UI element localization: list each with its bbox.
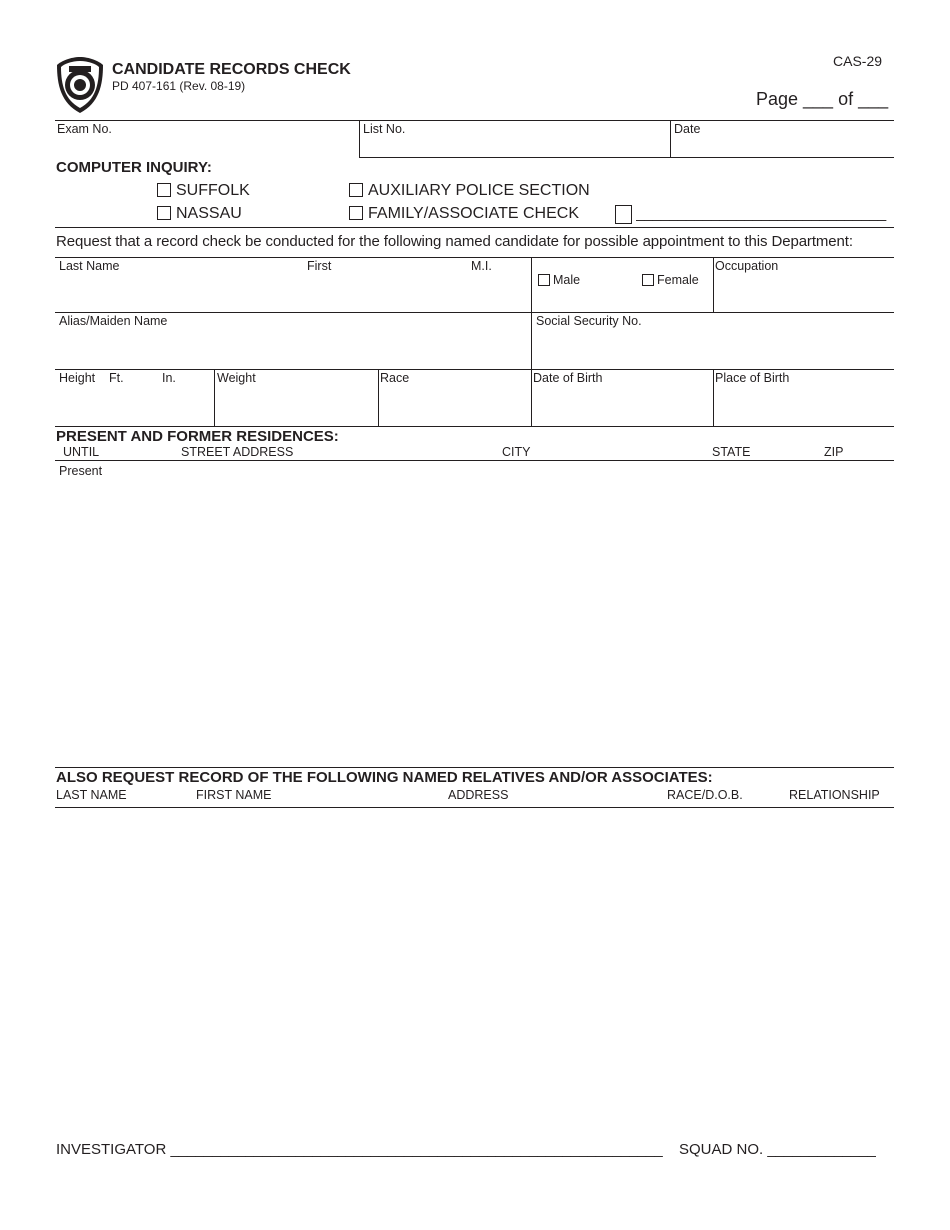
date-label: Date (674, 122, 701, 136)
alias-field[interactable] (56, 330, 529, 367)
street-address-column-header: STREET ADDRESS (181, 445, 294, 459)
auxiliary-checkbox[interactable] (349, 183, 363, 197)
form-code: CAS-29 (833, 53, 883, 69)
form-number: PD 407-161 (Rev. 08-19) (112, 79, 246, 93)
height-label: Height (59, 371, 96, 385)
page-counter: Page ___ of ___ (756, 89, 889, 109)
other-inquiry-line[interactable]: ______________________________ (636, 205, 887, 222)
place-of-birth-label: Place of Birth (715, 371, 790, 385)
residences-entry-area[interactable] (56, 480, 892, 764)
form-title: CANDIDATE RECORDS CHECK (112, 61, 351, 78)
state-column-header: STATE (712, 445, 751, 459)
nassau-checkbox[interactable] (157, 206, 171, 220)
residences-heading: PRESENT AND FORMER RESIDENCES: (56, 428, 339, 445)
relatives-entry-area[interactable] (56, 810, 892, 1130)
city-column-header: CITY (502, 445, 531, 459)
suffolk-checkbox[interactable] (157, 183, 171, 197)
male-label: Male (553, 273, 581, 287)
height-field[interactable] (56, 387, 212, 424)
present-row-label: Present (59, 464, 103, 478)
until-column-header: UNTIL (63, 445, 100, 459)
relative-first-name-header: FIRST NAME (196, 788, 272, 802)
first-name-label: First (307, 259, 332, 273)
male-checkbox[interactable] (538, 274, 550, 286)
request-statement: Request that a record check be conducted for the following named candidate for possible appointment to this Department: (56, 233, 853, 250)
relative-race-dob-header: RACE/D.O.B. (667, 788, 743, 802)
zip-column-header: ZIP (824, 445, 844, 459)
date-field[interactable] (672, 136, 892, 156)
female-checkbox[interactable] (642, 274, 654, 286)
relative-last-name-header: LAST NAME (56, 788, 127, 802)
ssn-field[interactable] (533, 330, 892, 367)
suffolk-label: SUFFOLK (176, 182, 250, 199)
ssn-label: Social Security No. (536, 314, 642, 328)
squad-number-line[interactable]: SQUAD NO. _____________ (679, 1141, 876, 1158)
nassau-label: NASSAU (176, 205, 242, 222)
relative-relationship-header: RELATIONSHIP (789, 788, 880, 802)
relatives-heading: ALSO REQUEST RECORD OF THE FOLLOWING NAMED RELATIVES AND/OR ASSOCIATES: (56, 769, 713, 786)
height-feet-label: Ft. (109, 371, 124, 385)
family-associate-label: FAMILY/ASSOCIATE CHECK (368, 205, 580, 222)
place-of-birth-field[interactable] (715, 387, 892, 424)
computer-inquiry-heading: COMPUTER INQUIRY: (56, 159, 212, 176)
date-of-birth-field[interactable] (533, 387, 711, 424)
race-field[interactable] (380, 387, 529, 424)
race-label: Race (380, 371, 410, 385)
family-associate-checkbox[interactable] (349, 206, 363, 220)
relative-address-header: ADDRESS (448, 788, 509, 802)
occupation-label: Occupation (715, 259, 779, 273)
list-no-label: List No. (363, 122, 406, 136)
female-label: Female (657, 273, 699, 287)
exam-no-label: Exam No. (57, 122, 112, 136)
other-inquiry-checkbox[interactable] (615, 205, 632, 224)
middle-initial-label: M.I. (471, 259, 492, 273)
date-of-birth-label: Date of Birth (533, 371, 603, 385)
candidate-name-field[interactable] (56, 275, 529, 310)
occupation-field[interactable] (715, 275, 892, 310)
weight-label: Weight (217, 371, 256, 385)
investigator-signature-line[interactable]: INVESTIGATOR ___________________________________________________________ (56, 1141, 663, 1158)
alias-label: Alias/Maiden Name (59, 314, 168, 328)
weight-field[interactable] (216, 387, 376, 424)
auxiliary-label: AUXILIARY POLICE SECTION (368, 182, 590, 199)
exam-no-field[interactable] (56, 136, 358, 156)
last-name-label: Last Name (59, 259, 120, 273)
department-badge-logo (55, 55, 105, 115)
list-no-field[interactable] (361, 136, 668, 156)
height-inches-label: In. (162, 371, 176, 385)
